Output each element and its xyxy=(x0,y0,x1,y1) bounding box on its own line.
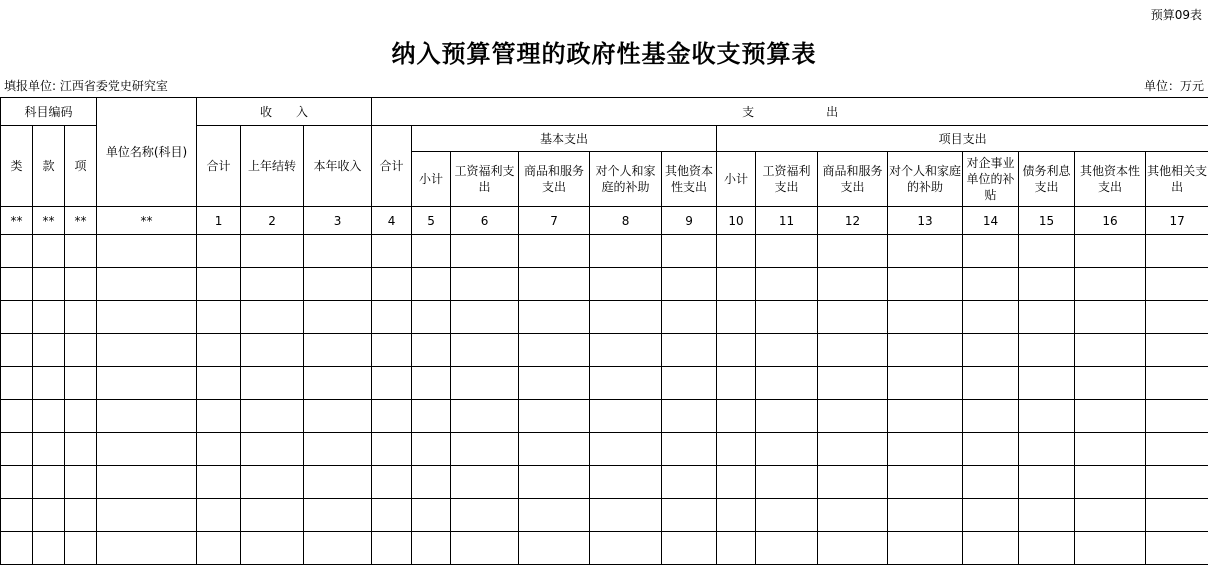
table-cell xyxy=(756,235,818,268)
table-cell xyxy=(197,499,241,532)
index-cell: ** xyxy=(65,207,97,235)
table-cell xyxy=(97,466,197,499)
index-cell: 13 xyxy=(888,207,963,235)
table-cell xyxy=(717,433,756,466)
table-cell xyxy=(97,400,197,433)
table-cell xyxy=(451,367,519,400)
table-cell xyxy=(241,400,304,433)
table-cell xyxy=(372,268,412,301)
header-expense: 支 出 xyxy=(372,98,1208,126)
table-cell xyxy=(33,433,65,466)
table-cell xyxy=(818,466,888,499)
table-cell xyxy=(1146,334,1208,367)
table-cell xyxy=(756,334,818,367)
table-cell xyxy=(1146,367,1208,400)
table-cell xyxy=(963,235,1019,268)
table-cell xyxy=(662,367,717,400)
table-cell xyxy=(662,334,717,367)
table-cell xyxy=(963,367,1019,400)
table-cell xyxy=(97,268,197,301)
table-cell xyxy=(412,466,451,499)
table-cell xyxy=(412,433,451,466)
table-cell xyxy=(241,235,304,268)
table-cell xyxy=(197,367,241,400)
index-cell: 15 xyxy=(1019,207,1075,235)
data-rows xyxy=(1,235,1208,565)
table-cell xyxy=(590,367,662,400)
table-cell xyxy=(1019,532,1075,565)
table-cell xyxy=(1146,499,1208,532)
table-cell xyxy=(1019,499,1075,532)
table-cell xyxy=(963,532,1019,565)
table-cell xyxy=(451,532,519,565)
table-cell xyxy=(888,367,963,400)
table-cell xyxy=(519,433,590,466)
table-cell xyxy=(304,499,372,532)
table-cell xyxy=(65,400,97,433)
table-cell xyxy=(590,499,662,532)
table-cell xyxy=(197,268,241,301)
table-cell xyxy=(304,334,372,367)
table-cell xyxy=(451,301,519,334)
table-cell xyxy=(33,367,65,400)
table-cell xyxy=(97,532,197,565)
fill-unit: 填报单位: 江西省委党史研究室 xyxy=(4,79,168,93)
table-cell xyxy=(97,367,197,400)
header-proj-wage: 工资福利支出 xyxy=(756,152,818,207)
table-cell xyxy=(1019,400,1075,433)
table-cell xyxy=(1075,532,1146,565)
table-cell xyxy=(304,532,372,565)
header-basic-subtotal: 小计 xyxy=(412,152,451,207)
table-cell xyxy=(888,466,963,499)
table-cell xyxy=(662,499,717,532)
table-cell xyxy=(412,301,451,334)
table-cell xyxy=(1075,433,1146,466)
table-cell xyxy=(662,235,717,268)
header-proj-subtotal: 小计 xyxy=(717,152,756,207)
table-cell xyxy=(888,400,963,433)
table-cell xyxy=(1146,433,1208,466)
table-cell xyxy=(818,367,888,400)
table-cell xyxy=(662,400,717,433)
header-proj-other: 其他相关支出 xyxy=(1146,152,1208,207)
table-cell xyxy=(412,367,451,400)
table-cell xyxy=(451,499,519,532)
table-cell xyxy=(963,466,1019,499)
table-cell xyxy=(97,235,197,268)
header-lei: 类 xyxy=(1,126,33,207)
index-cell: ** xyxy=(1,207,33,235)
index-cell: ** xyxy=(97,207,197,235)
table-cell xyxy=(519,334,590,367)
index-cell: 1 xyxy=(197,207,241,235)
table-cell xyxy=(519,499,590,532)
table-cell xyxy=(888,268,963,301)
table-row xyxy=(1,433,1208,466)
index-cell: 5 xyxy=(412,207,451,235)
table-cell xyxy=(65,499,97,532)
table-cell xyxy=(519,466,590,499)
index-cell: 17 xyxy=(1146,207,1208,235)
table-cell xyxy=(818,433,888,466)
table-cell xyxy=(65,301,97,334)
header-basic-capital: 其他资本性支出 xyxy=(662,152,717,207)
table-cell xyxy=(1075,367,1146,400)
header-income: 收 入 xyxy=(197,98,372,126)
table-cell xyxy=(756,433,818,466)
table-cell xyxy=(1075,400,1146,433)
budget-table xyxy=(0,97,1208,565)
table-cell xyxy=(519,235,590,268)
table-cell xyxy=(1,400,33,433)
table-cell xyxy=(519,532,590,565)
table-cell xyxy=(1019,367,1075,400)
table-cell xyxy=(1,301,33,334)
table-cell xyxy=(451,433,519,466)
header-xiang: 项 xyxy=(65,126,97,207)
table-cell xyxy=(372,532,412,565)
table-cell xyxy=(963,499,1019,532)
table-cell xyxy=(197,235,241,268)
table-cell xyxy=(590,235,662,268)
table-cell xyxy=(412,499,451,532)
table-cell xyxy=(1,334,33,367)
table-cell xyxy=(818,301,888,334)
index-cell: 3 xyxy=(304,207,372,235)
table-cell xyxy=(756,301,818,334)
table-cell xyxy=(372,466,412,499)
table-row xyxy=(1,334,1208,367)
header-basic-personal: 对个人和家庭的补助 xyxy=(590,152,662,207)
index-cell: 12 xyxy=(818,207,888,235)
table-cell xyxy=(412,268,451,301)
table-cell xyxy=(372,499,412,532)
table-cell xyxy=(590,268,662,301)
table-cell xyxy=(97,499,197,532)
table-cell xyxy=(1,268,33,301)
table-cell xyxy=(590,400,662,433)
table-cell xyxy=(65,268,97,301)
header-expense-total: 合计 xyxy=(372,126,412,207)
table-cell xyxy=(451,466,519,499)
table-cell xyxy=(33,268,65,301)
table-cell xyxy=(590,301,662,334)
table-cell xyxy=(197,433,241,466)
header-subject-code: 科目编码 xyxy=(1,98,97,126)
index-cell: 8 xyxy=(590,207,662,235)
table-cell xyxy=(304,433,372,466)
table-cell xyxy=(65,466,97,499)
table-cell xyxy=(1019,334,1075,367)
table-cell xyxy=(717,301,756,334)
table-cell xyxy=(65,367,97,400)
header-kuan: 款 xyxy=(33,126,65,207)
table-cell xyxy=(717,268,756,301)
table-cell xyxy=(888,235,963,268)
table-cell xyxy=(412,334,451,367)
table-cell xyxy=(590,466,662,499)
table-cell xyxy=(662,466,717,499)
table-cell xyxy=(33,235,65,268)
table-cell xyxy=(1146,235,1208,268)
header-basic-goods: 商品和服务支出 xyxy=(519,152,590,207)
index-cell: 14 xyxy=(963,207,1019,235)
table-cell xyxy=(65,532,97,565)
table-cell xyxy=(888,334,963,367)
header-project: 项目支出 xyxy=(717,126,1208,152)
table-cell xyxy=(888,301,963,334)
table-cell xyxy=(1019,301,1075,334)
table-row xyxy=(1,235,1208,268)
table-cell xyxy=(717,235,756,268)
table-cell xyxy=(33,301,65,334)
table-cell xyxy=(372,367,412,400)
index-cell: ** xyxy=(33,207,65,235)
table-cell xyxy=(756,499,818,532)
table-cell xyxy=(304,268,372,301)
table-cell xyxy=(590,532,662,565)
table-cell xyxy=(451,235,519,268)
table-cell xyxy=(1146,466,1208,499)
header-proj-debt: 债务利息支出 xyxy=(1019,152,1075,207)
table-cell xyxy=(372,433,412,466)
table-cell xyxy=(33,400,65,433)
table-row xyxy=(1,400,1208,433)
table-cell xyxy=(888,433,963,466)
table-cell xyxy=(372,301,412,334)
index-cell: 7 xyxy=(519,207,590,235)
table-cell xyxy=(590,334,662,367)
table-cell xyxy=(197,532,241,565)
table-cell xyxy=(717,466,756,499)
table-cell xyxy=(756,400,818,433)
table-cell xyxy=(412,400,451,433)
table-cell xyxy=(241,334,304,367)
table-cell xyxy=(304,367,372,400)
table-cell xyxy=(888,532,963,565)
index-cell: 4 xyxy=(372,207,412,235)
table-cell xyxy=(197,466,241,499)
table-cell xyxy=(519,268,590,301)
header-proj-personal: 对个人和家庭的补助 xyxy=(888,152,963,207)
table-cell xyxy=(717,499,756,532)
table-cell xyxy=(451,334,519,367)
table-cell xyxy=(372,400,412,433)
table-cell xyxy=(519,301,590,334)
table-cell xyxy=(1075,466,1146,499)
table-cell xyxy=(519,400,590,433)
table-cell xyxy=(1019,433,1075,466)
table-cell xyxy=(372,334,412,367)
header-proj-enterprise: 对企事业单位的补贴 xyxy=(963,152,1019,207)
table-cell xyxy=(1146,268,1208,301)
table-cell xyxy=(717,400,756,433)
table-cell xyxy=(662,532,717,565)
table-row xyxy=(1,532,1208,565)
table-cell xyxy=(963,268,1019,301)
table-cell xyxy=(33,334,65,367)
table-cell xyxy=(756,466,818,499)
table-cell xyxy=(756,268,818,301)
index-cell: 9 xyxy=(662,207,717,235)
table-row xyxy=(1,268,1208,301)
page-title: 纳入预算管理的政府性基金收支预算表 xyxy=(391,39,817,68)
header-proj-capital: 其他资本性支出 xyxy=(1075,152,1146,207)
index-cell: 6 xyxy=(451,207,519,235)
table-cell xyxy=(818,400,888,433)
table-cell xyxy=(241,367,304,400)
table-cell xyxy=(241,532,304,565)
table-cell xyxy=(1,532,33,565)
table-cell xyxy=(304,301,372,334)
table-cell xyxy=(888,499,963,532)
table-cell xyxy=(1075,235,1146,268)
table-cell xyxy=(197,334,241,367)
table-cell xyxy=(1019,268,1075,301)
table-row xyxy=(1,367,1208,400)
table-cell xyxy=(963,400,1019,433)
table-cell xyxy=(717,334,756,367)
table-cell xyxy=(451,268,519,301)
table-cell xyxy=(241,499,304,532)
table-cell xyxy=(241,433,304,466)
table-row xyxy=(1,466,1208,499)
table-cell xyxy=(1075,301,1146,334)
table-cell xyxy=(33,499,65,532)
table-cell xyxy=(1,499,33,532)
table-cell xyxy=(818,268,888,301)
table-cell xyxy=(662,301,717,334)
table-cell xyxy=(756,367,818,400)
header-proj-goods: 商品和服务支出 xyxy=(818,152,888,207)
table-cell xyxy=(97,301,197,334)
index-cell: 10 xyxy=(717,207,756,235)
table-cell xyxy=(1,433,33,466)
table-cell xyxy=(717,367,756,400)
table-cell xyxy=(756,532,818,565)
header-this-year-income: 本年收入 xyxy=(304,126,372,207)
table-cell xyxy=(304,235,372,268)
table-cell xyxy=(818,532,888,565)
table-cell xyxy=(372,235,412,268)
table-cell xyxy=(818,235,888,268)
table-cell xyxy=(963,433,1019,466)
table-cell xyxy=(1075,499,1146,532)
table-cell xyxy=(97,433,197,466)
table-cell xyxy=(97,334,197,367)
table-row xyxy=(1,499,1208,532)
table-row xyxy=(1,301,1208,334)
table-cell xyxy=(1019,466,1075,499)
table-cell xyxy=(33,532,65,565)
header-basic: 基本支出 xyxy=(412,126,717,152)
table-cell xyxy=(662,433,717,466)
header-income-total: 合计 xyxy=(197,126,241,207)
table-cell xyxy=(304,400,372,433)
header-last-year-carry: 上年结转 xyxy=(241,126,304,207)
table-cell xyxy=(818,334,888,367)
header-unit-name: 单位名称(科目) xyxy=(97,98,197,207)
table-cell xyxy=(412,235,451,268)
table-cell xyxy=(1,235,33,268)
table-cell xyxy=(1019,235,1075,268)
table-cell xyxy=(1,466,33,499)
table-cell xyxy=(1075,268,1146,301)
table-cell xyxy=(451,400,519,433)
table-cell xyxy=(717,532,756,565)
table-cell xyxy=(963,301,1019,334)
table-cell xyxy=(241,301,304,334)
table-cell xyxy=(197,301,241,334)
table-cell xyxy=(519,367,590,400)
table-cell xyxy=(1075,334,1146,367)
table-cell xyxy=(33,466,65,499)
table-cell xyxy=(1,367,33,400)
table-cell xyxy=(662,268,717,301)
table-cell xyxy=(304,466,372,499)
table-cell xyxy=(1146,400,1208,433)
table-cell xyxy=(1146,532,1208,565)
header-basic-wage: 工资福利支出 xyxy=(451,152,519,207)
table-cell xyxy=(1146,301,1208,334)
index-cell: 11 xyxy=(756,207,818,235)
table-cell xyxy=(963,334,1019,367)
currency-unit: 单位：万元 xyxy=(1143,79,1204,93)
table-cell xyxy=(197,400,241,433)
table-cell xyxy=(412,532,451,565)
table-cell xyxy=(590,433,662,466)
table-cell xyxy=(65,433,97,466)
index-cell: 16 xyxy=(1075,207,1146,235)
table-cell xyxy=(241,268,304,301)
table-cell xyxy=(65,235,97,268)
table-number: 预算09表 xyxy=(1150,8,1202,22)
table-cell xyxy=(241,466,304,499)
table-cell xyxy=(65,334,97,367)
index-row xyxy=(1,207,1208,235)
index-cell: 2 xyxy=(241,207,304,235)
table-cell xyxy=(818,499,888,532)
